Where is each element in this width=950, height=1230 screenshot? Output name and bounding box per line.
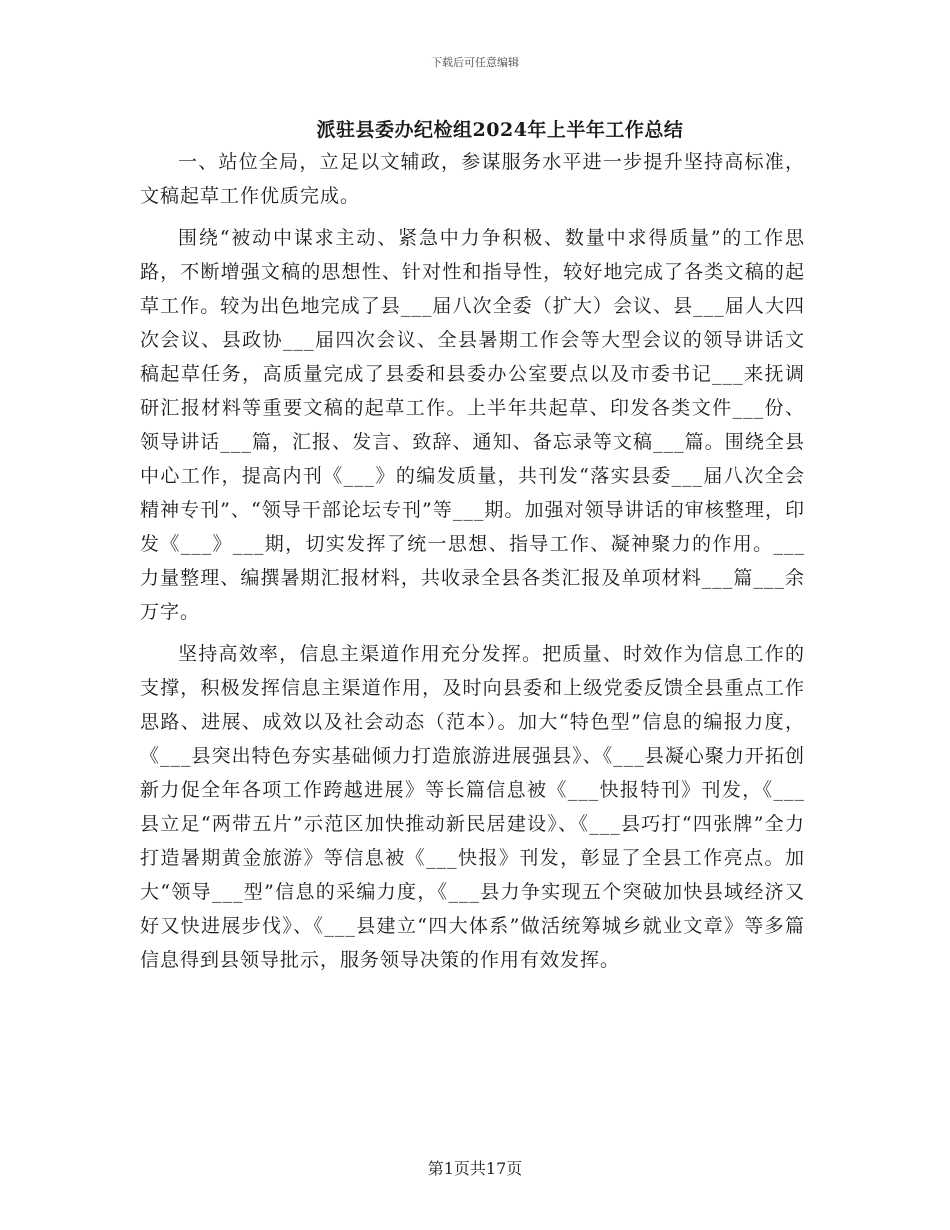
page-number: 第1页共17页	[427, 1159, 523, 1178]
paragraph-2: 围绕“被动中谋求主动、紧急中力争积极、数量中求得质量”的工作思路，不断增强文稿的思想性、针对性和指导性，较好地完成了各类文稿的起草工作。较为出色地完成了县___届八次全委（扩大）会议、县___届人大四次会议、县政协___届四次会议、全县暑期工作会等大型会议的领导讲话文稿起草任务，高质量完成了县委和县委办公室要点以及市委书记___来抚调研汇报材料等重要文稿的起草工作。上半年共起草、印发各类文件___份、领导讲话___篇，汇报、发言、致辞、通知、备忘录等文稿___篇。围绕全县中心工作，提高内刊《___》的编发质量，共刊发“落实县委___届八次全会精神专刊”、“领导干部论坛专刊”等___期。加强对领导讲话的审核整理，印发《___》___期，切实发挥了统一思想、指导工作、凝神聚力的作用。___力量整理、编撰暑期汇报材料，共收录全县各类汇报及单项材料___篇___余万字。	[140, 227, 805, 623]
header-note: 下载后可任意编辑	[431, 56, 519, 69]
paragraph-1: 一、站位全局，立足以文辅政，参谋服务水平进一步提升坚持高标准，文稿起草工作优质完成。	[140, 151, 805, 207]
document-body	[140, 145, 805, 977]
paragraph-3: 坚持高效率，信息主渠道作用充分发挥。把质量、时效作为信息工作的支撑，积极发挥信息主渠道作用，及时向县委和上级党委反馈全县重点工作思路、进展、成效以及社会动态（范本）。加大“特色型”信息的编报力度，《___县突出特色夯实基础倾力打造旅游进展强县》、《___县凝心聚力开拓创新力促全年各项工作跨越进展》等长篇信息被《___快报特刊》刊发，《___县立足“两带五片”示范区加快推动新民居建设》、《___县巧打“四张牌”全力打造暑期黄金旅游》等信息被《___快报》刊发，彰显了全县工作亮点。加大“领导___型”信息的采编力度，《___县力争实现五个突破加快县域经济又好又快进展步伐》、《___县建立“四大体系”做活统筹城乡就业文章》等多篇信息得到县领导批示，服务领导决策的作用有效发挥。	[140, 643, 805, 971]
document-title: 派驻县委办纪检组2024年上半年工作总结	[316, 119, 684, 141]
